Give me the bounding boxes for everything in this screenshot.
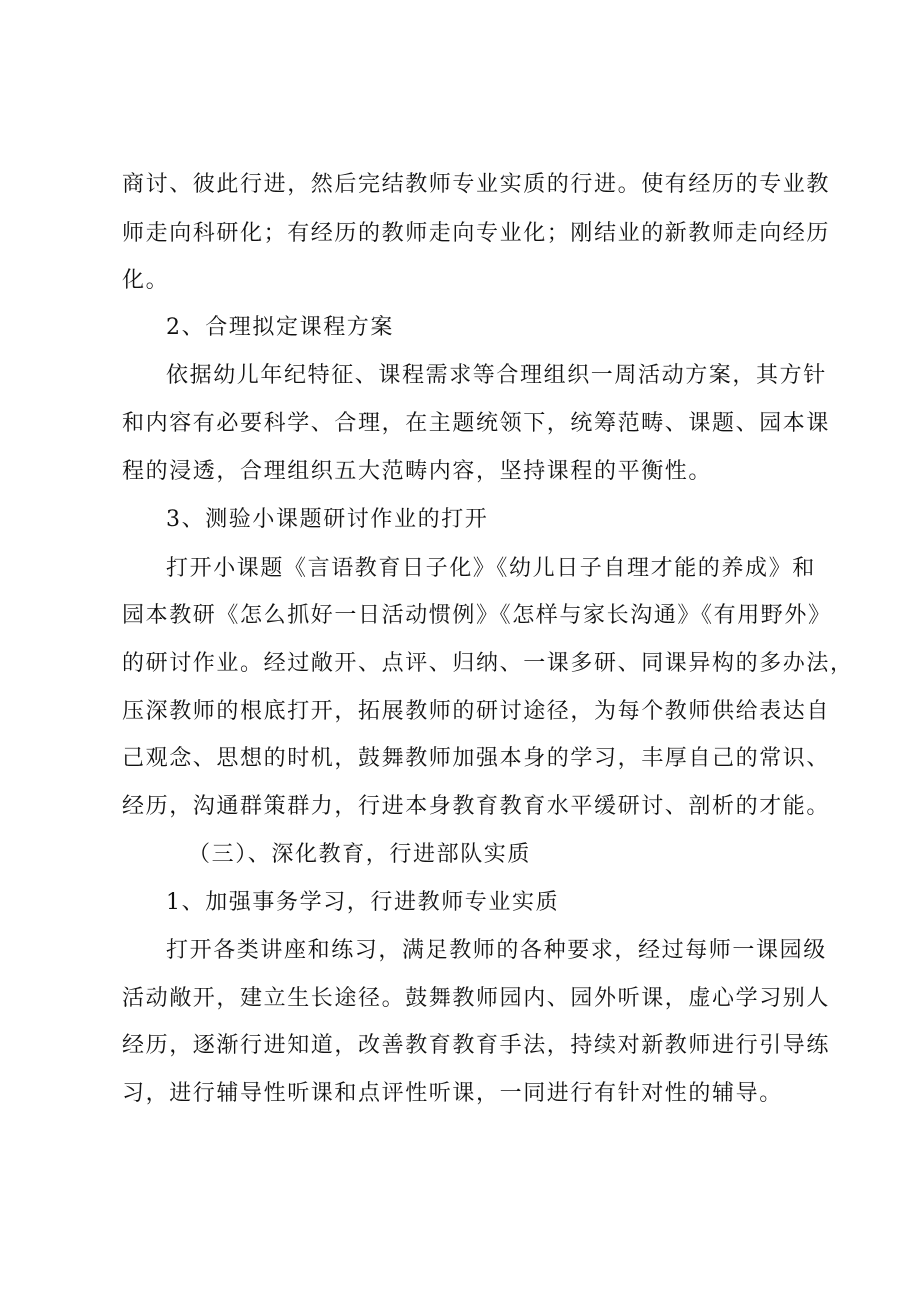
paragraph-first-line: 依据幼儿年纪特征、课程需求等合理组织一周活动方案，其方针 (166, 363, 827, 388)
paragraph-first-line: 打开各类讲座和练习，满足教师的各种要求，经过每师一课园级 (166, 938, 827, 963)
body-line: 习，进行辅导性听课和点评性听课，一同进行有针对性的辅导。 (122, 1081, 783, 1106)
body-line: 化。 (122, 268, 170, 293)
section-heading: 1、加强事务学习，行进教师专业实质 (166, 890, 560, 915)
chapter-heading: （三）、深化教育，行进部队实质 (188, 842, 532, 867)
body-line: 商讨、彼此行进，然后完结教师专业实质的行进。使有经历的专业教 (122, 172, 831, 197)
body-line: 师走向科研化；有经历的教师走向专业化；刚结业的新教师走向经历 (122, 221, 831, 246)
body-line: 压深教师的根底打开，拓展教师的研讨途径，为每个教师供给表达自 (122, 699, 831, 724)
body-line: 程的浸透，合理组织五大范畴内容，坚持课程的平衡性。 (122, 459, 713, 484)
body-line: 园本教研《怎么抓好一日活动惯例》《怎样与家长沟通》《有用野外》 (122, 603, 832, 628)
body-line: 的研讨作业。经过敞开、点评、归纳、一课多研、同课异构的多办法， (122, 651, 854, 676)
section-heading: 3、测验小课题研讨作业的打开 (166, 507, 489, 532)
body-line: 经历，逐渐行进知道，改善教育教育手法，持续对新教师进行引导练 (122, 1033, 831, 1058)
paragraph-first-line: 打开小课题《言语教育日子化》《幼儿日子自理才能的养成》和 (166, 556, 816, 581)
body-line: 和内容有必要科学、合理，在主题统领下，统筹范畴、课题、园本课 (122, 411, 831, 436)
body-line: 活动敞开，建立生长途径。鼓舞教师园内、园外听课，虚心学习别人 (122, 986, 831, 1011)
body-line: 己观念、思想的时机，鼓舞教师加强本身的学习，丰厚自己的常识、 (122, 746, 831, 771)
section-heading: 2、合理拟定课程方案 (166, 315, 394, 340)
body-line: 经历，沟通群策群力，行进本身教育教育水平缓研讨、剖析的才能。 (122, 794, 831, 819)
